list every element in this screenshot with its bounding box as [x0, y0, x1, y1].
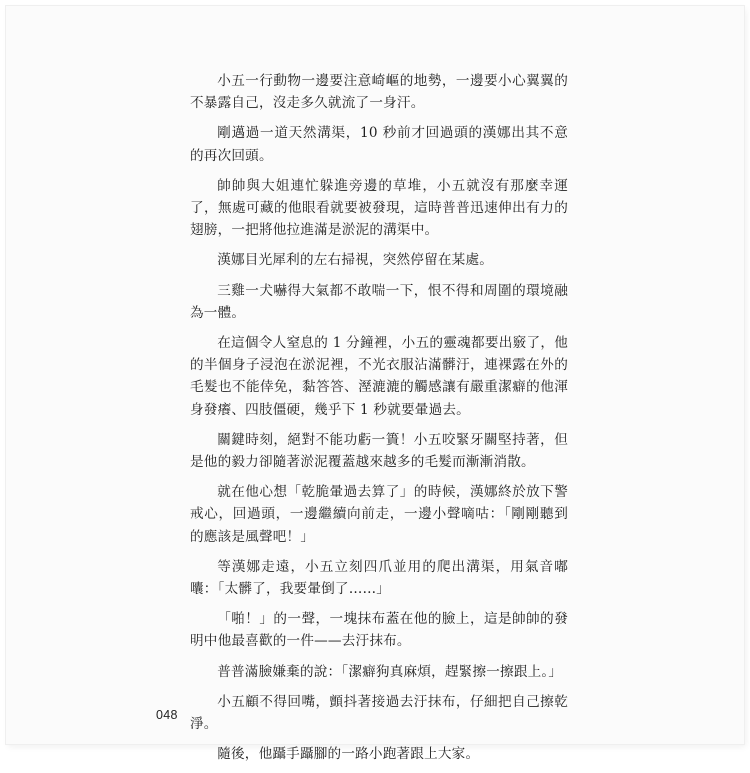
- paragraph: 小五一行動物一邊要注意崎嶇的地勢，一邊要小心翼翼的不暴露自己，沒走多久就流了一身汗。: [190, 73, 568, 112]
- paragraph: 漢娜目光犀利的左右掃視，突然停留在某處。: [217, 252, 494, 269]
- book-page: [6, 6, 744, 763]
- paragraph: 普普滿臉嫌棄的說：「潔癖狗真麻煩，趕緊擦一擦跟上。」: [217, 663, 563, 680]
- paragraph: 三雞一犬嚇得大氣都不敢喘一下，恨不得和周圍的環境融為一體。: [190, 282, 568, 321]
- paragraph: 在這個令人窒息的 1 分鐘裡，小五的靈魂都要出竅了，他的半個身子浸泡在淤泥裡，不光衣服沾滿髒汙，連裸露在外的毛髮也不能倖免，黏答答、溼漉漉的觸感讓有嚴重潔癖的他渾身發癢、四肢僵硬，幾乎下 1 秒就要暈過去。: [190, 335, 568, 418]
- body-text: [190, 70, 568, 773]
- paragraph: 關鍵時刻，絕對不能功虧一簣！小五咬緊牙關堅持著，但是他的毅力卻隨著淤泥覆蓋越來越多的毛髮而漸漸消散。: [190, 431, 568, 471]
- paragraph: 帥帥與大姐連忙躲進旁邊的草堆，小五就沒有那麼幸運了，無處可藏的他眼看就要被發現，這時普普迅速伸出有力的翅膀，一把將他拉進滿是淤泥的溝渠中。: [190, 177, 568, 239]
- paragraph: 小五顧不得回嘴，顫抖著接過去汙抹布，仔細把自己擦乾淨。: [190, 693, 568, 733]
- paragraph: 等漢娜走遠，小五立刻四爪並用的爬出溝渠，用氣音嘟囔：「太髒了，我要暈倒了……」: [190, 558, 568, 598]
- paragraph: 「啪！」的一聲，一塊抹布蓋在他的臉上，這是帥帥的發明中他最喜歡的一件——去汙抹布。: [190, 611, 568, 650]
- paragraph: 隨後，他躡手躡腳的一路小跑著跟上大家。: [217, 746, 480, 763]
- page-number: 048: [156, 708, 178, 722]
- paragraph: 就在他心想「乾脆暈過去算了」的時候，漢娜終於放下警戒心，回過頭，一邊繼續向前走，一邊小聲嘀咕：「剛剛聽到的應該是風聲吧！」: [190, 484, 568, 545]
- paragraph: 剛邁過一道天然溝渠，10 秒前才回過頭的漢娜出其不意的再次回頭。: [190, 125, 568, 164]
